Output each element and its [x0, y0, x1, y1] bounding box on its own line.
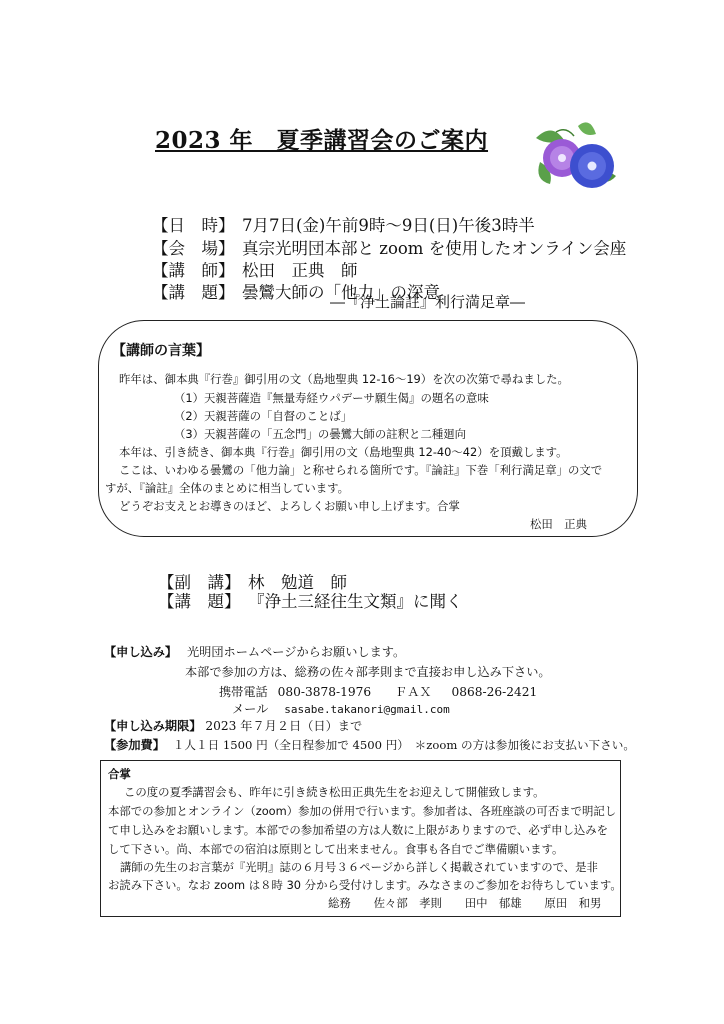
- info-label: 【講 師】: [152, 261, 235, 280]
- speaker-line: どうぞお支えとお導きのほど、よろしくお願い申し上げます。合掌: [119, 499, 460, 513]
- info-value: 『浄土三経往生文類』に聞く: [248, 592, 463, 611]
- info-label: 【日 時】: [152, 216, 235, 235]
- application-line1: 光明団ホームページからお願いします。: [187, 645, 406, 659]
- fee-row: [104, 736, 635, 753]
- speaker-line: （3）天親菩薩の「五念門」の曇鸞大師の註釈と二種廻向: [174, 427, 467, 441]
- info-label: 【会 場】: [152, 239, 235, 258]
- application-row: [104, 643, 405, 660]
- note-line: して下さい。尚、本部での宿泊は原則として出来ません。食事も各自でご準備願います。: [108, 842, 564, 856]
- info-row-date: [152, 212, 535, 236]
- speaker-line: 本年は、引き続き、御本典『行巻』御引用の文（島地聖典 12-40～42）を頂戴します。: [119, 445, 568, 459]
- info-value: 7月7日(金)午前9時～9日(日)午後3時半: [242, 216, 535, 235]
- mail-address[interactable]: sasabe.takanori@gmail.com: [284, 703, 450, 716]
- phone-number: 080-3878-1976: [277, 685, 372, 699]
- fee-value: １人１日 1500 円（全日程参加で 4500 円） ＊zoom の方は参加後にお支払い下さい。: [172, 738, 635, 752]
- speaker-line: 昨年は、御本典『行巻』御引用の文（島地聖典 12-16～19）を次の次第で尋ねました。: [119, 372, 569, 386]
- deadline-label: 【申し込み期限】: [104, 719, 202, 733]
- note-line: お読み下さい。なお zoom は８時 30 分から受付けします。みなさまのご参加をお待ちしています。: [108, 878, 622, 892]
- note-line: て申し込みをお願いします。本部での参加希望の方は人数に上限がありますので、必ず申し込みを: [108, 823, 609, 837]
- info-value: 林 勉道 師: [248, 573, 347, 592]
- info-value: 曇鸞大師の「他力」の深意: [242, 283, 440, 302]
- secondary-row-topic: [158, 588, 463, 612]
- mail-label: メール: [232, 702, 269, 716]
- application-mail-row: [232, 700, 450, 717]
- topic-subtitle: ―『浄土論註』利行満足章―: [330, 293, 526, 311]
- speaker-line: （1）天親菩薩造『無量寿経ウパデーサ願生偈』の題名の意味: [174, 391, 489, 405]
- deadline-value: 2023 年７月２日（日）まで: [205, 719, 363, 733]
- morning-glory-illustration: [530, 118, 620, 198]
- speaker-line: ここは、いわゆる曇鸞の「他力論」と称せられる箇所です。『論註』下巻「利行満足章」の文で: [119, 463, 603, 477]
- note-line: この度の夏季講習会も、昨年に引き続き松田正典先生をお迎えして開催致します。: [124, 785, 545, 799]
- speaker-words-heading: 【講師の言葉】: [112, 343, 210, 359]
- fax-number: 0868-26-2421: [451, 685, 538, 699]
- speaker-signature: 松田 正典: [530, 517, 587, 531]
- page-title: 2023 年 夏季講習会のご案内: [155, 127, 489, 154]
- fee-label: 【参加費】: [104, 738, 165, 752]
- speaker-line: すが、『論註』全体のまとめに相当しています。: [105, 481, 349, 495]
- info-label: 【講 題】: [152, 283, 235, 302]
- info-value: 真宗光明団本部と zoom を使用したオンライン会座: [242, 239, 627, 258]
- deadline-row: [104, 717, 362, 734]
- fax-label: ＦＡＸ: [395, 685, 432, 699]
- info-label: 【副 講】: [158, 573, 241, 592]
- application-contact-row: [219, 683, 537, 700]
- application-line2: 本部で参加の方は、総務の佐々部孝則まで直接お申し込み下さい。: [185, 665, 551, 679]
- info-label: 【講 題】: [158, 592, 241, 611]
- application-label: 【申し込み】: [104, 645, 178, 659]
- info-value: 松田 正典 師: [242, 261, 358, 280]
- info-row-venue: [152, 235, 626, 259]
- note-heading: 合掌: [108, 767, 131, 781]
- speaker-line: （2）天親菩薩の「自督のことば」: [174, 409, 353, 423]
- note-signatures: 総務 佐々部 孝則 田中 郁雄 原田 和男: [328, 896, 602, 910]
- phone-label: 携帯電話: [219, 685, 268, 699]
- info-row-lecturer: [152, 257, 358, 281]
- note-line: 本部での参加とオンライン（zoom）参加の併用で行います。参加者は、各班座談の可否まで明記し: [108, 804, 617, 818]
- note-line: 講師の先生のお言葉が『光明』誌の６月号３６ページから詳しく掲載されていますので、是非: [120, 860, 598, 874]
